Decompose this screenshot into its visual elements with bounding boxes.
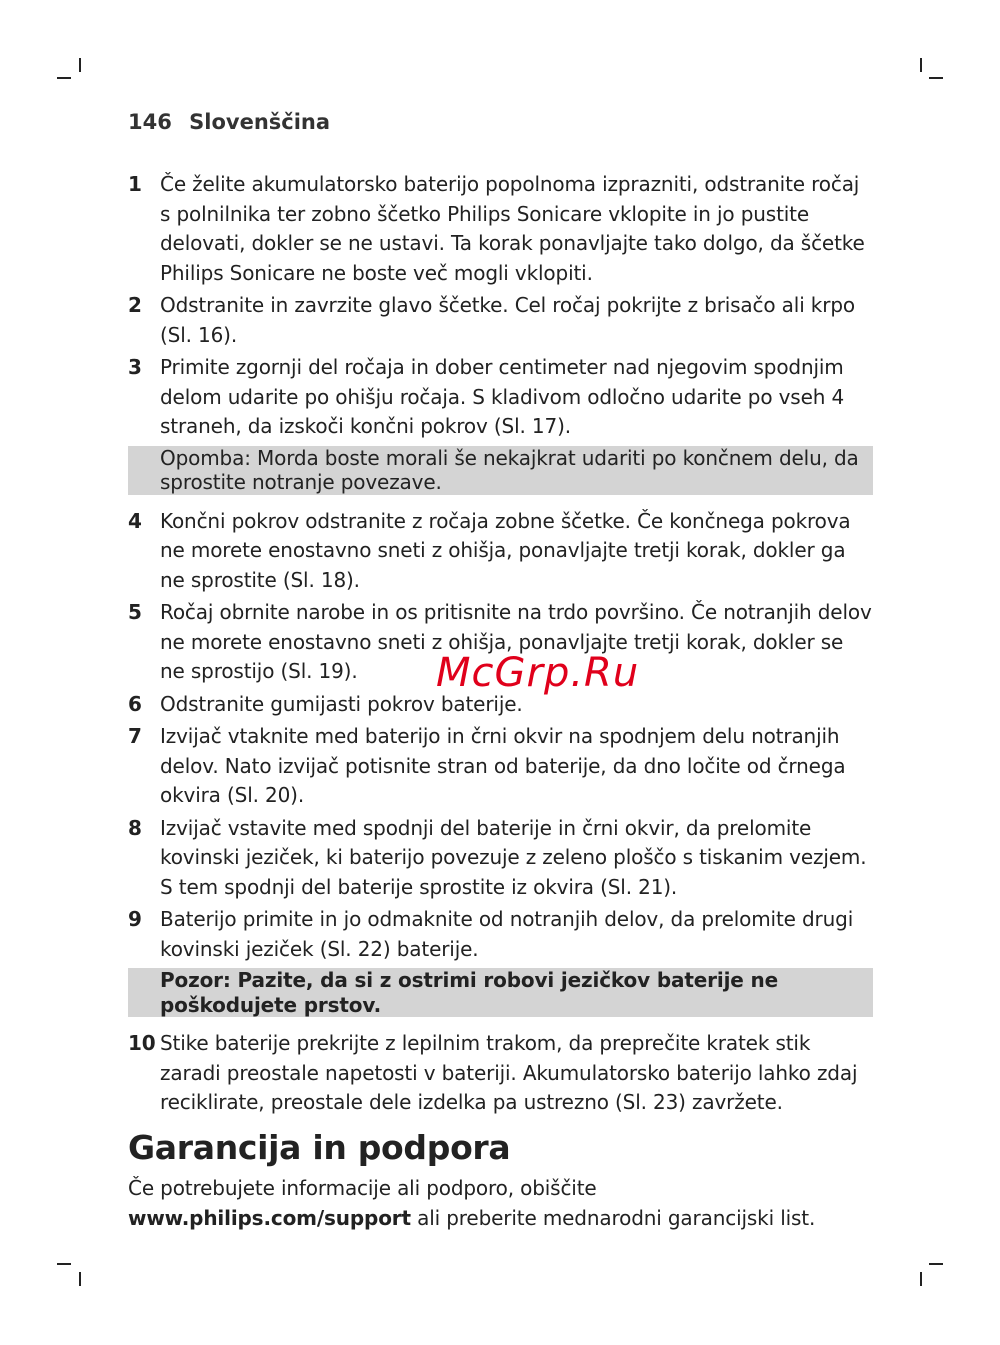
step-text: Če želite akumulatorsko baterijo popolnoma izprazniti, odstranite ročaj s polnilnika ter zobno ščetko Philips Sonicare vklopite in jo pustite delovati, dokler se ne ustavi. Ta korak ponavljajte tako dolgo, da ščetke Philips Sonicare ne boste več mogli vklopiti.	[160, 172, 865, 285]
crop-mark	[920, 1272, 922, 1286]
step-item	[128, 722, 873, 811]
step-text: Končni pokrov odstranite z ročaja zobne ščetke. Če končnega pokrova ne morete enostavno sneti z ohišja, ponavljajte tretji korak, dokler ga ne sprostite (Sl. 18).	[160, 508, 851, 592]
main-content	[128, 170, 873, 1233]
page-header	[128, 110, 330, 134]
step-text: Baterijo primite in jo odmaknite od notranjih delov, da prelomite drugi kovinski jeziček (Sl. 22) baterije.	[160, 907, 854, 961]
step-item	[128, 291, 873, 350]
step-text: Primite zgornji del ročaja in dober centimeter nad njegovim spodnjim delom udarite po ohišju ročaja. S kladivom odločno udarite po vseh 4 straneh, da izskoči končni pokrov (Sl. 17).	[160, 355, 845, 438]
step-text: Izvijač vstavite med spodnji del baterije in črni okvir, da prelomite kovinski jeziček, ki baterijo povezuje z zeleno ploščo s tiskanim vezjem. S tem spodnji del baterije sprostite iz okvira (Sl. 21).	[160, 815, 867, 899]
step-number: 10	[128, 1031, 156, 1055]
step-list-b	[128, 507, 873, 965]
step-text: Ročaj obrnite narobe in os pritisnite na trdo površino. Če notranjih delov ne morete enostavno sneti z ohišja, ponavljajte tretji korak, dokler se ne sprostijo (Sl. 19).	[160, 600, 872, 683]
step-list-a	[128, 170, 873, 442]
step-number: 7	[128, 724, 142, 748]
step-text: Odstranite gumijasti pokrov baterije.	[160, 691, 523, 716]
support-link[interactable]: www.philips.com/support	[128, 1205, 411, 1230]
crop-mark	[57, 1263, 71, 1265]
crop-mark	[57, 77, 71, 79]
step-item	[128, 353, 873, 442]
warning-box: Pozor: Pazite, da si z ostrimi robovi jezičkov baterije ne poškodujete prstov.	[128, 968, 873, 1017]
page-number: 146	[128, 110, 172, 134]
crop-mark	[929, 1263, 943, 1265]
section-title: Garancija in podpora	[128, 1127, 511, 1167]
step-number: 9	[128, 907, 142, 931]
support-text-start: Če potrebujete informacije ali podporo, obiščite	[128, 1175, 597, 1200]
step-number: 5	[128, 600, 142, 624]
step-number: 4	[128, 508, 142, 533]
step-item	[128, 814, 873, 903]
step-number: 3	[128, 355, 142, 379]
crop-mark	[79, 58, 81, 72]
step-item	[128, 170, 873, 288]
page-language: Slovenščina	[189, 110, 331, 134]
step-text: Izvijač vtaknite med baterijo in črni okvir na spodnjem delu notranjih delov. Nato izvijač potisnite stran od baterije, da dno ločite od črnega okvira (Sl. 20).	[160, 724, 846, 807]
step-list-c	[128, 1029, 873, 1118]
support-text-end: ali preberite mednarodni garancijski list.	[410, 1205, 816, 1230]
note-box: Opomba: Morda boste morali še nekajkrat udariti po končnem delu, da sprostite notranje povezave.	[128, 446, 873, 495]
crop-mark	[929, 77, 943, 79]
step-number: 8	[128, 815, 142, 840]
support-paragraph	[128, 1173, 873, 1233]
crop-mark	[920, 58, 922, 72]
watermark: McGrp.Ru	[436, 650, 640, 696]
step-text: Stike baterije prekrijte z lepilnim trakom, da preprečite kratek stik zaradi preostale napetosti v bateriji. Akumulatorsko baterijo lahko zdaj reciklirate, preostale dele izdelka pa ustrezno (Sl. 23) zavržete.	[160, 1031, 858, 1114]
step-number: 6	[128, 691, 142, 716]
step-text: Odstranite in zavrzite glavo ščetke. Cel ročaj pokrijte z brisačo ali krpo (Sl. 16).	[160, 293, 855, 347]
step-item	[128, 1029, 873, 1118]
step-item	[128, 905, 873, 964]
step-number: 2	[128, 293, 142, 317]
step-item	[128, 507, 873, 596]
crop-mark	[79, 1272, 81, 1286]
step-number: 1	[128, 172, 142, 196]
